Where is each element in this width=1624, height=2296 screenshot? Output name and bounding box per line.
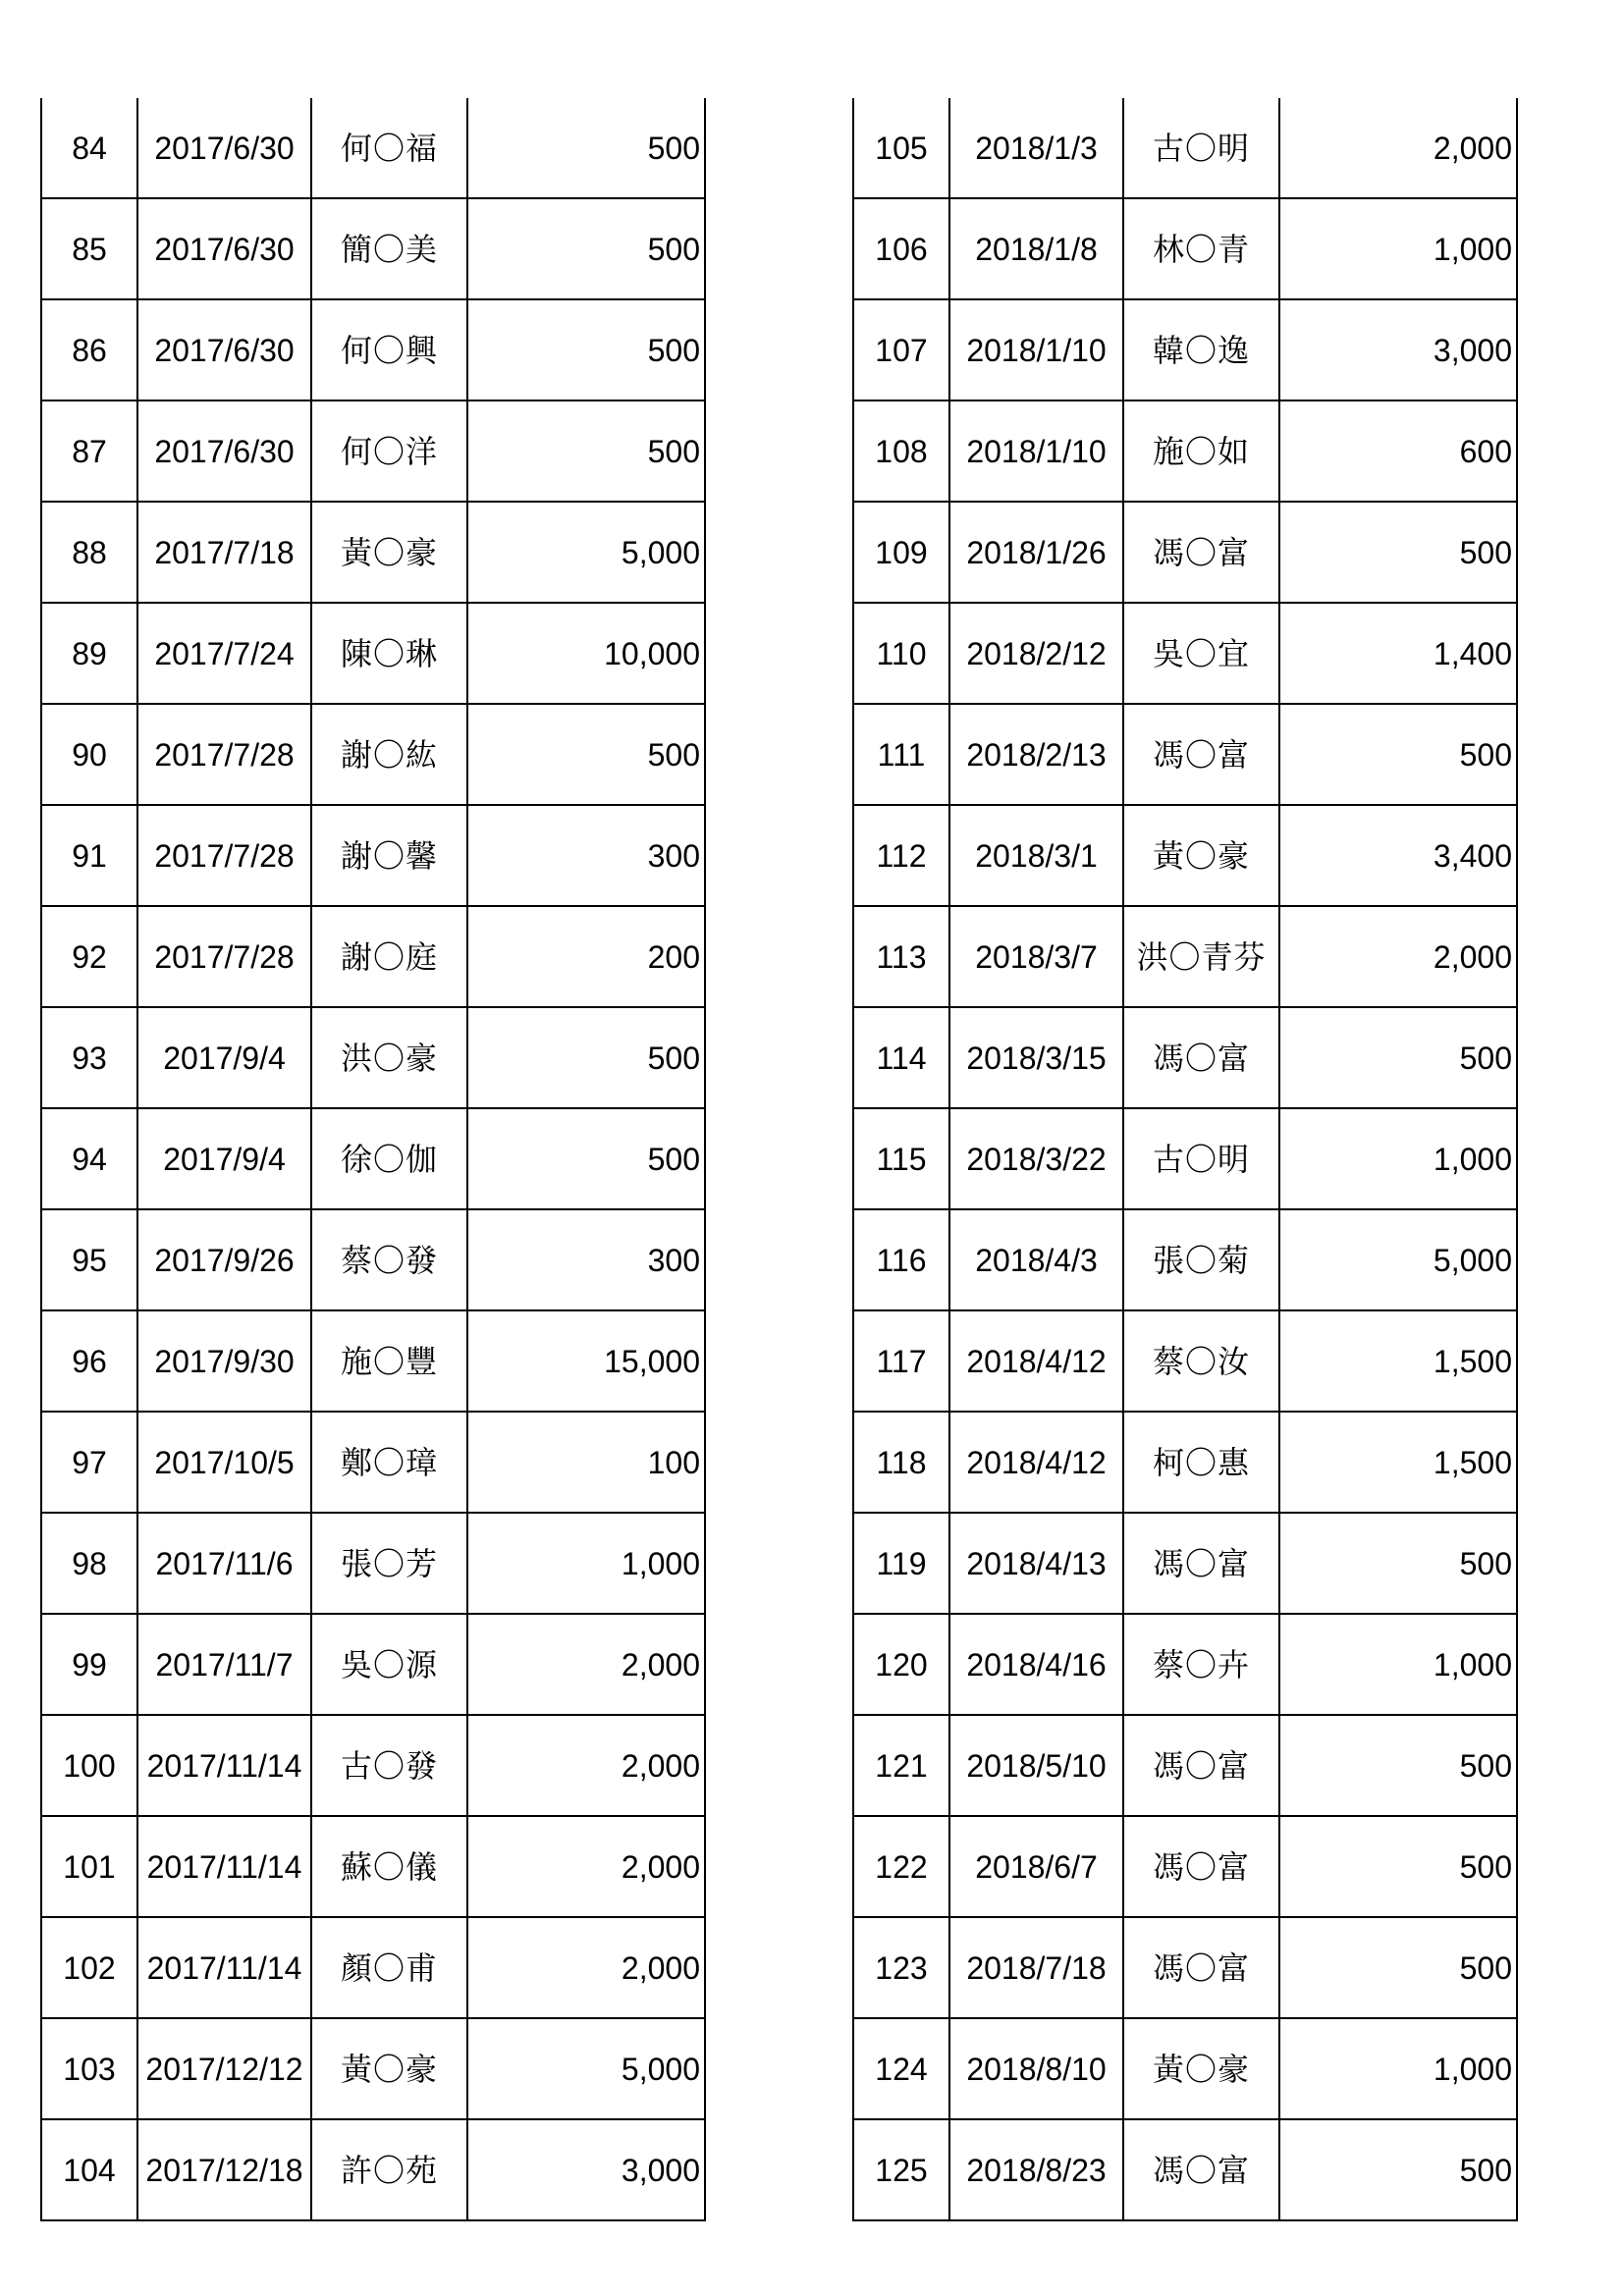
- table-row: [41, 805, 705, 906]
- donation-date: 2017/12/18: [137, 2119, 311, 2220]
- row-number: 117: [853, 1310, 949, 1412]
- row-number: 84: [41, 98, 137, 198]
- table-row: [41, 198, 705, 299]
- row-number: 121: [853, 1715, 949, 1816]
- donation-date: 2018/1/10: [949, 400, 1123, 502]
- donor-name: 馮〇富: [1123, 704, 1279, 805]
- donation-amount: 500: [1279, 1816, 1517, 1917]
- donor-name: 林〇青: [1123, 198, 1279, 299]
- row-number: 95: [41, 1209, 137, 1310]
- row-number: 96: [41, 1310, 137, 1412]
- row-number: 90: [41, 704, 137, 805]
- table-row: [41, 502, 705, 603]
- row-number: 124: [853, 2018, 949, 2119]
- donation-amount: 3,000: [1279, 299, 1517, 400]
- donation-amount: 500: [1279, 1715, 1517, 1816]
- donation-amount: 500: [1279, 2119, 1517, 2220]
- table-row: [41, 1614, 705, 1715]
- table-row: [41, 704, 705, 805]
- donation-date: 2018/1/8: [949, 198, 1123, 299]
- table-row: [41, 1412, 705, 1513]
- table-row: [41, 1108, 705, 1209]
- donor-name: 馮〇富: [1123, 2119, 1279, 2220]
- donation-date: 2017/7/28: [137, 805, 311, 906]
- donor-name: 簡〇美: [311, 198, 467, 299]
- donation-amount: 2,000: [467, 1917, 705, 2018]
- donor-name: 何〇福: [311, 98, 467, 198]
- table-row: [41, 1007, 705, 1108]
- donor-name: 鄭〇璋: [311, 1412, 467, 1513]
- table-row: [853, 1007, 1517, 1108]
- donation-amount: 500: [467, 1108, 705, 1209]
- table-row: [853, 1209, 1517, 1310]
- donation-date: 2017/12/12: [137, 2018, 311, 2119]
- row-number: 103: [41, 2018, 137, 2119]
- donation-date: 2018/3/1: [949, 805, 1123, 906]
- table-row: [41, 1513, 705, 1614]
- donation-amount: 100: [467, 1412, 705, 1513]
- row-number: 99: [41, 1614, 137, 1715]
- donation-date: 2018/6/7: [949, 1816, 1123, 1917]
- table-row: [41, 1209, 705, 1310]
- table-row: [853, 1614, 1517, 1715]
- row-number: 123: [853, 1917, 949, 2018]
- donation-date: 2017/6/30: [137, 299, 311, 400]
- row-number: 108: [853, 400, 949, 502]
- donation-table-left-body: [41, 98, 705, 2220]
- donor-name: 蔡〇發: [311, 1209, 467, 1310]
- donation-amount: 500: [1279, 1007, 1517, 1108]
- donor-name: 黃〇豪: [1123, 805, 1279, 906]
- donation-date: 2017/7/24: [137, 603, 311, 704]
- donor-name: 古〇明: [1123, 98, 1279, 198]
- row-number: 85: [41, 198, 137, 299]
- donation-date: 2018/2/13: [949, 704, 1123, 805]
- donor-name: 謝〇馨: [311, 805, 467, 906]
- donation-amount: 1,000: [467, 1513, 705, 1614]
- row-number: 106: [853, 198, 949, 299]
- donation-date: 2017/7/28: [137, 906, 311, 1007]
- table-row: [41, 2119, 705, 2220]
- donor-name: 張〇芳: [311, 1513, 467, 1614]
- donor-name: 韓〇逸: [1123, 299, 1279, 400]
- donation-amount: 15,000: [467, 1310, 705, 1412]
- donor-name: 馮〇富: [1123, 1715, 1279, 1816]
- row-number: 107: [853, 299, 949, 400]
- donation-date: 2018/3/15: [949, 1007, 1123, 1108]
- row-number: 91: [41, 805, 137, 906]
- donation-amount: 2,000: [1279, 98, 1517, 198]
- table-row: [853, 603, 1517, 704]
- row-number: 116: [853, 1209, 949, 1310]
- donation-date: 2018/1/26: [949, 502, 1123, 603]
- donation-amount: 3,400: [1279, 805, 1517, 906]
- table-row: [853, 805, 1517, 906]
- donation-amount: 5,000: [467, 2018, 705, 2119]
- donation-amount: 500: [1279, 704, 1517, 805]
- row-number: 102: [41, 1917, 137, 2018]
- donor-name: 黃〇豪: [1123, 2018, 1279, 2119]
- donation-amount: 1,500: [1279, 1310, 1517, 1412]
- row-number: 120: [853, 1614, 949, 1715]
- donor-name: 吳〇宜: [1123, 603, 1279, 704]
- donor-name: 黃〇豪: [311, 502, 467, 603]
- table-row: [853, 2119, 1517, 2220]
- table-row: [41, 299, 705, 400]
- table-row: [41, 1715, 705, 1816]
- donation-table-right: [852, 98, 1518, 2221]
- row-number: 93: [41, 1007, 137, 1108]
- donation-date: 2018/4/12: [949, 1412, 1123, 1513]
- donation-amount: 1,000: [1279, 1614, 1517, 1715]
- donation-date: 2017/6/30: [137, 198, 311, 299]
- donation-amount: 10,000: [467, 603, 705, 704]
- row-number: 92: [41, 906, 137, 1007]
- table-row: [853, 400, 1517, 502]
- donation-date: 2017/7/18: [137, 502, 311, 603]
- table-row: [41, 1816, 705, 1917]
- donation-date: 2017/9/26: [137, 1209, 311, 1310]
- donor-name: 徐〇伽: [311, 1108, 467, 1209]
- donation-date: 2018/2/12: [949, 603, 1123, 704]
- donation-amount: 3,000: [467, 2119, 705, 2220]
- donation-date: 2017/11/14: [137, 1816, 311, 1917]
- donation-date: 2018/5/10: [949, 1715, 1123, 1816]
- row-number: 110: [853, 603, 949, 704]
- donation-amount: 500: [1279, 1917, 1517, 2018]
- row-number: 119: [853, 1513, 949, 1614]
- row-number: 115: [853, 1108, 949, 1209]
- row-number: 88: [41, 502, 137, 603]
- donation-date: 2018/3/22: [949, 1108, 1123, 1209]
- donor-name: 柯〇惠: [1123, 1412, 1279, 1513]
- table-row: [853, 1917, 1517, 2018]
- row-number: 118: [853, 1412, 949, 1513]
- donation-amount: 1,000: [1279, 1108, 1517, 1209]
- donor-name: 馮〇富: [1123, 1513, 1279, 1614]
- donor-name: 蔡〇汝: [1123, 1310, 1279, 1412]
- table-row: [41, 2018, 705, 2119]
- donation-amount: 200: [467, 906, 705, 1007]
- donation-amount: 500: [467, 400, 705, 502]
- donation-date: 2017/6/30: [137, 400, 311, 502]
- table-row: [853, 1513, 1517, 1614]
- row-number: 113: [853, 906, 949, 1007]
- table-row: [853, 906, 1517, 1007]
- donor-name: 馮〇富: [1123, 1007, 1279, 1108]
- donation-amount: 2,000: [467, 1816, 705, 1917]
- row-number: 94: [41, 1108, 137, 1209]
- donation-amount: 500: [467, 1007, 705, 1108]
- donation-date: 2017/11/14: [137, 1917, 311, 2018]
- row-number: 112: [853, 805, 949, 906]
- donor-name: 張〇菊: [1123, 1209, 1279, 1310]
- donation-table-right-body: [853, 98, 1517, 2220]
- donation-amount: 5,000: [1279, 1209, 1517, 1310]
- table-row: [853, 2018, 1517, 2119]
- donor-name: 古〇明: [1123, 1108, 1279, 1209]
- donation-amount: 1,000: [1279, 198, 1517, 299]
- donation-date: 2018/4/12: [949, 1310, 1123, 1412]
- table-row: [41, 906, 705, 1007]
- table-row: [853, 1310, 1517, 1412]
- table-row: [853, 704, 1517, 805]
- row-number: 101: [41, 1816, 137, 1917]
- donation-amount: 500: [467, 299, 705, 400]
- row-number: 111: [853, 704, 949, 805]
- donor-name: 蘇〇儀: [311, 1816, 467, 1917]
- donation-date: 2018/8/23: [949, 2119, 1123, 2220]
- donation-date: 2017/9/4: [137, 1108, 311, 1209]
- donation-date: 2018/1/3: [949, 98, 1123, 198]
- donor-name: 謝〇庭: [311, 906, 467, 1007]
- donation-date: 2017/7/28: [137, 704, 311, 805]
- row-number: 87: [41, 400, 137, 502]
- table-row: [41, 98, 705, 198]
- table-row: [853, 1715, 1517, 1816]
- donation-amount: 1,400: [1279, 603, 1517, 704]
- donation-date: 2018/3/7: [949, 906, 1123, 1007]
- donor-name: 顏〇甫: [311, 1917, 467, 2018]
- donation-amount: 300: [467, 805, 705, 906]
- donation-amount: 2,000: [1279, 906, 1517, 1007]
- donor-name: 黃〇豪: [311, 2018, 467, 2119]
- row-number: 104: [41, 2119, 137, 2220]
- donation-amount: 5,000: [467, 502, 705, 603]
- donation-date: 2017/11/7: [137, 1614, 311, 1715]
- donation-date: 2017/6/30: [137, 98, 311, 198]
- row-number: 98: [41, 1513, 137, 1614]
- donation-amount: 300: [467, 1209, 705, 1310]
- donation-date: 2017/9/30: [137, 1310, 311, 1412]
- donation-amount: 1,500: [1279, 1412, 1517, 1513]
- donation-table-left: [40, 98, 706, 2221]
- donation-date: 2018/8/10: [949, 2018, 1123, 2119]
- table-row: [41, 603, 705, 704]
- row-number: 109: [853, 502, 949, 603]
- donation-date: 2018/7/18: [949, 1917, 1123, 2018]
- donation-amount: 500: [467, 704, 705, 805]
- donation-date: 2018/4/3: [949, 1209, 1123, 1310]
- row-number: 86: [41, 299, 137, 400]
- table-row: [853, 1108, 1517, 1209]
- donation-date: 2017/10/5: [137, 1412, 311, 1513]
- table-row: [41, 1917, 705, 2018]
- table-row: [853, 198, 1517, 299]
- donor-name: 陳〇琳: [311, 603, 467, 704]
- donation-amount: 2,000: [467, 1715, 705, 1816]
- donor-name: 何〇洋: [311, 400, 467, 502]
- donor-name: 施〇豐: [311, 1310, 467, 1412]
- donor-name: 馮〇富: [1123, 1917, 1279, 2018]
- table-row: [853, 1412, 1517, 1513]
- row-number: 125: [853, 2119, 949, 2220]
- donor-name: 馮〇富: [1123, 1816, 1279, 1917]
- donation-date: 2018/1/10: [949, 299, 1123, 400]
- donation-date: 2018/4/13: [949, 1513, 1123, 1614]
- donor-name: 馮〇富: [1123, 502, 1279, 603]
- donation-amount: 500: [1279, 1513, 1517, 1614]
- table-row: [853, 1816, 1517, 1917]
- donation-amount: 600: [1279, 400, 1517, 502]
- donation-amount: 500: [1279, 502, 1517, 603]
- donation-amount: 500: [467, 98, 705, 198]
- table-row: [853, 502, 1517, 603]
- donor-name: 謝〇紘: [311, 704, 467, 805]
- row-number: 114: [853, 1007, 949, 1108]
- donation-date: 2018/4/16: [949, 1614, 1123, 1715]
- row-number: 105: [853, 98, 949, 198]
- table-row: [41, 400, 705, 502]
- donor-name: 古〇發: [311, 1715, 467, 1816]
- table-row: [853, 299, 1517, 400]
- donation-date: 2017/9/4: [137, 1007, 311, 1108]
- donation-date: 2017/11/14: [137, 1715, 311, 1816]
- table-row: [41, 1310, 705, 1412]
- donor-name: 洪〇青芬: [1123, 906, 1279, 1007]
- row-number: 122: [853, 1816, 949, 1917]
- donation-date: 2017/11/6: [137, 1513, 311, 1614]
- row-number: 89: [41, 603, 137, 704]
- donor-name: 吳〇源: [311, 1614, 467, 1715]
- donor-name: 蔡〇卉: [1123, 1614, 1279, 1715]
- table-row: [853, 98, 1517, 198]
- donor-name: 何〇興: [311, 299, 467, 400]
- donor-name: 施〇如: [1123, 400, 1279, 502]
- donation-amount: 2,000: [467, 1614, 705, 1715]
- donor-name: 洪〇豪: [311, 1007, 467, 1108]
- donor-name: 許〇苑: [311, 2119, 467, 2220]
- donation-amount: 500: [467, 198, 705, 299]
- row-number: 100: [41, 1715, 137, 1816]
- donation-amount: 1,000: [1279, 2018, 1517, 2119]
- row-number: 97: [41, 1412, 137, 1513]
